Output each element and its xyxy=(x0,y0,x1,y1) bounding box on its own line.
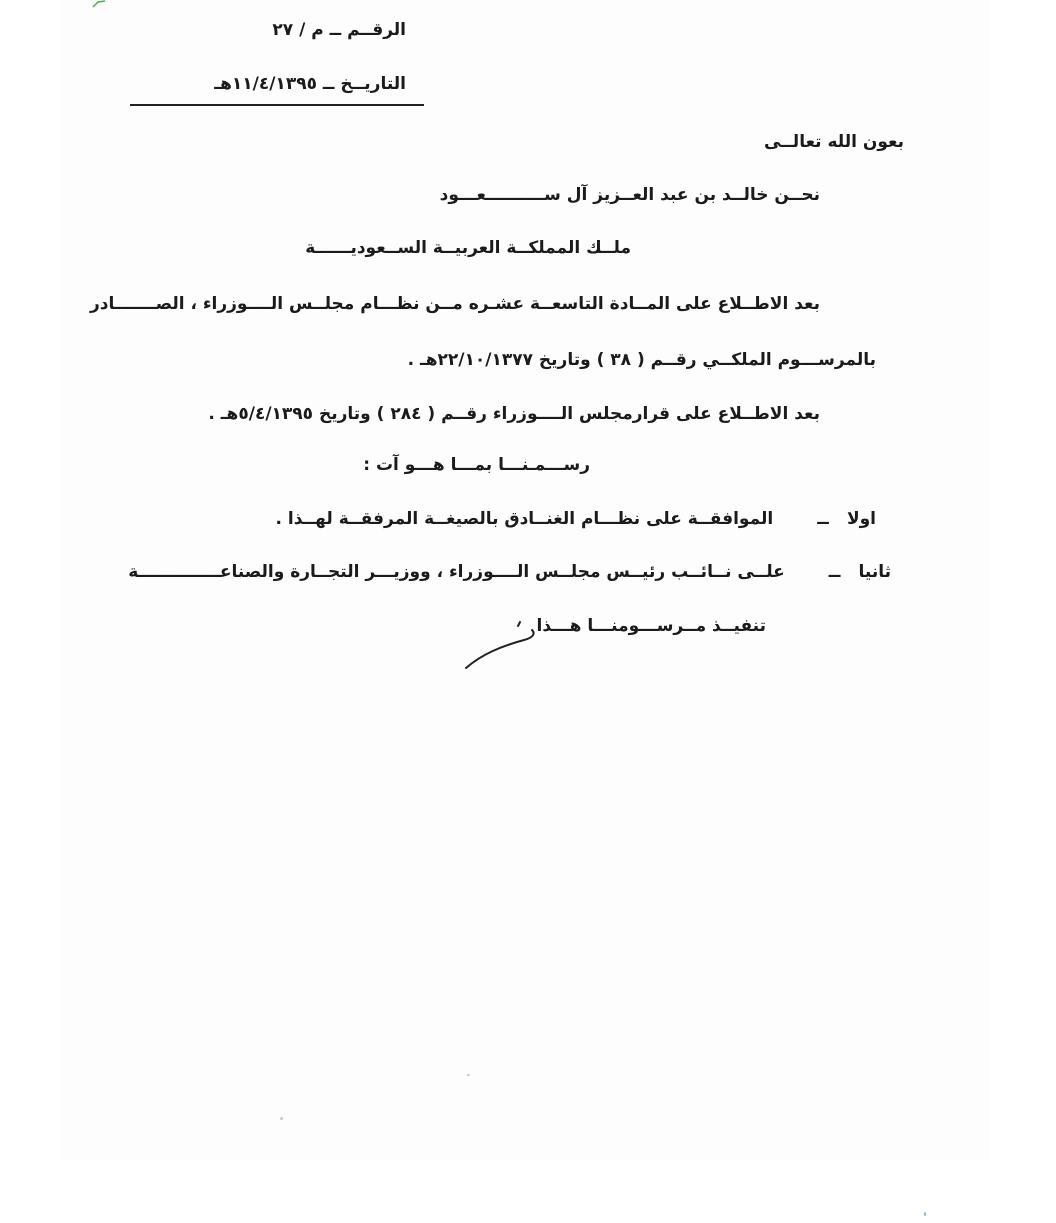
clause-second-text: علــى نــائــب رئيــس مجلــس الــــوزراء ، ووزيـــر التجــارة والصناعــــــــــــــة xyxy=(128,562,785,582)
corner-tick-icon xyxy=(92,0,106,8)
clause-second-label: ثانيا xyxy=(858,562,891,582)
document-date: التاريــخ ــ ١١/٤/١٣٩٥هـ xyxy=(214,74,406,94)
clause-second xyxy=(128,562,891,582)
preamble-line-1: بعد الاطــلاع على المــادة التاسعــة عشـره مــن نظـــام مجلــس الــــوزراء ، الصـــــــادر xyxy=(90,294,820,314)
signature-stroke xyxy=(462,610,552,676)
clause-first-label: اولا xyxy=(846,509,876,529)
clause-second-dash: ــ xyxy=(828,562,841,582)
clause-first xyxy=(276,509,876,529)
preamble-line-1-cont: بالمرســـوم الملكــي رقــم ( ٣٨ ) وتاريخ ٢٢/١٠/١٣٧٧هـ . xyxy=(407,350,876,370)
scan-speck xyxy=(280,1117,283,1120)
decree-heading: رســـمـنـــا بمـــا هـــو آت : xyxy=(363,455,590,475)
king-name-line: نحــن خالــد بن عبد العــزيز آل ســــــــــعـــود xyxy=(439,185,820,205)
execution-line: تنفيــذ مــرســـومنـــا هـــذا xyxy=(536,616,766,636)
clause-first-text: الموافقــة على نظـــام الغنــادق بالصيغــة المرفقــة لهــذا . xyxy=(275,509,774,529)
document-number: الرقــم ــ م / ٢٧ xyxy=(272,20,406,40)
scan-speck xyxy=(467,1074,470,1076)
scan-speck xyxy=(924,1212,926,1216)
invocation-line: بعون الله تعالــى xyxy=(763,132,904,152)
clause-first-dash: ــ xyxy=(817,509,829,529)
header-divider xyxy=(130,104,424,106)
king-title-line: ملــك المملكــة العربيــة الســعوديــــــة xyxy=(305,238,631,258)
preamble-line-2: بعد الاطــلاع على قرارمجلس الــــوزراء رقــم ( ٢٨٤ ) وتاريخ ٥/٤/١٣٩٥هـ . xyxy=(208,404,820,424)
